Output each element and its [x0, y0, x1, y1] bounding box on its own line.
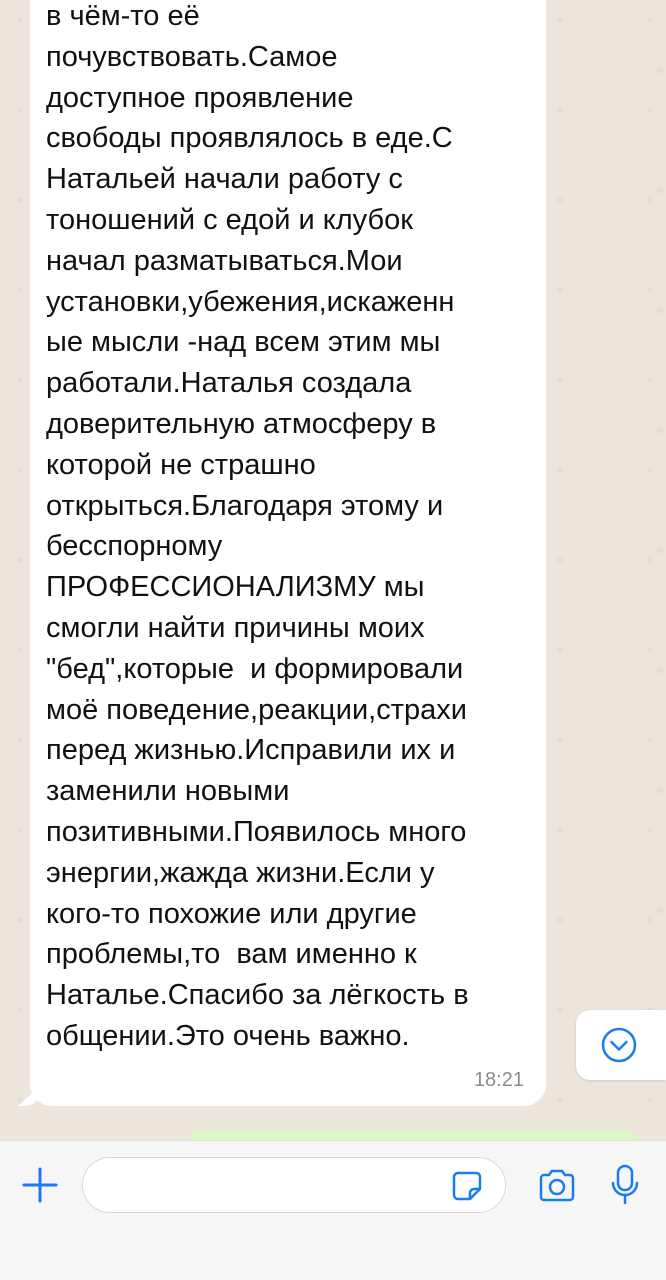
message-input[interactable]: [82, 1157, 506, 1213]
incoming-message-bubble[interactable]: [30, 0, 546, 1106]
camera-button[interactable]: [537, 1168, 577, 1204]
message-text: в чём-то её почувствовать.Самое доступное проявление свободы проявлялось в еде.С Натальей начали работу с тоношений с едой и клубок начал разматываться.Мои установки,убежения,искаженн ые мысли -над всем этим мы работали.Наталья создала доверительную атмосферу в которой не страшно открыться.Благодаря этому и бесспорному ПРОФЕССИОНАЛИЗМУ мы смогли найти причины моих "бед",которые и формировали моё поведение,реакции,страхи перед жизнью.Исправили их и заменили новыми позитивными.Появилось много энергии,жажда жизни.Если у кого-то похожие или другие проблемы,то вам именно к Наталье.Спасибо за лёгкость в общении.Это очень важно.: [46, 0, 469, 1052]
sticker-icon: [450, 1169, 484, 1203]
sticker-button[interactable]: [450, 1169, 484, 1203]
message-timestamp: 18:21: [473, 1069, 524, 1091]
microphone-button[interactable]: [610, 1163, 640, 1209]
scroll-to-bottom-button[interactable]: [576, 1010, 666, 1080]
chevron-down-circle-icon: [600, 1026, 638, 1064]
camera-icon: [537, 1168, 577, 1204]
attach-button[interactable]: [20, 1165, 60, 1205]
message-input-bar: [0, 1140, 666, 1280]
plus-icon: [20, 1165, 60, 1205]
microphone-icon: [610, 1163, 640, 1209]
